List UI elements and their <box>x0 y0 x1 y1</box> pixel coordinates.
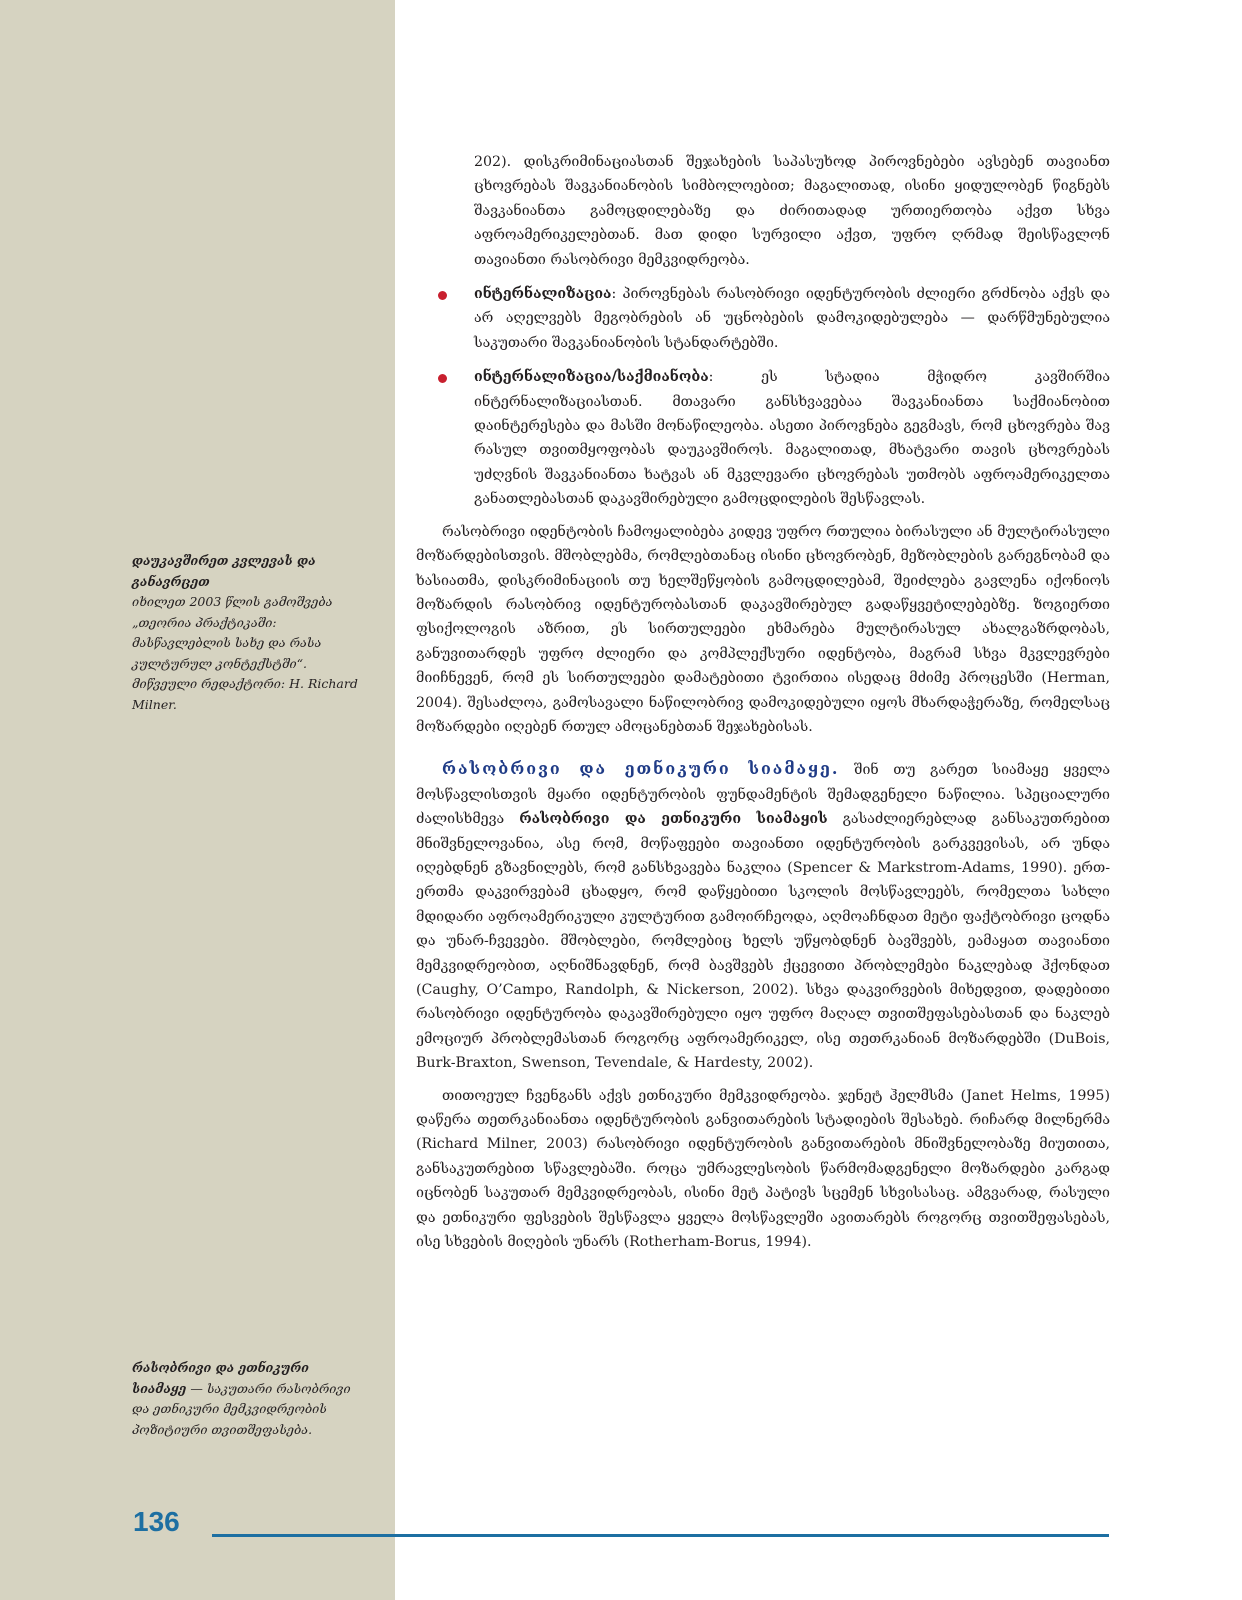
bullet-term: ინტერნალიზაცია <box>474 286 612 303</box>
intro-paragraph: 202). დისკრიმინაციასთან შეჯახების საპასუხოდ პიროვნებები ავსებენ თავიანთ ცხოვრებას შავკანიანობის სიმბოლოებით; მაგალითად, ისინი ყიდულობენ წიგნებს შავკანიანთა გამოცდილებაზე და ძირითადად ურთიერთობა აქვთ სხვა აფროამერიკელებთან. მათ დიდი სურვილი აქვთ, უფრო ღრმად შეისწავლონ თავიანთი რასობრივი მემკვიდრეობა. <box>474 154 1110 268</box>
margin-sidebar <box>0 0 395 1600</box>
bullet-icon <box>438 291 447 300</box>
section-text-rest: გასაძლიერებლად განსაკუთრებით მნიშვნელოვანია, ასე რომ, მოწაფეები თავიანთი იდენტურობის გარკვევისას, არ უნდა იღებდნენ გზავნილებს, რომ განსხვავება ნაკლია (Spencer & Markstrom-Adams, 1990). ერთ-ერთმა დაკვირვებამ ცხადყო, რომ დაწყებითი სკოლის მოსწავლეებს, რომელთა სახლი მდიდარი აფროამერიკული კულტურით გამოირჩეოდა, აღმოაჩნდათ მეტი ფაქტობრივი ცოდნა და უნარ-ჩვევები. მშობლები, რომლებიც ხელს უწყობდნენ ბავშვებს, ეამაყათ თავიანთი მემკვიდრეობით, აღნიშნავდნენ, რომ ბავშვებს ქცევითი პრობლემები ნაკლებად ჰქონდათ (Caughy, O’Campo, Randolph, & Nickerson, 2002). სხვა დაკვირვების მიხედვით, დადებითი რასობრივი იდენტურობა დაკავშირებული იყო უფრო მაღალ თვითშეფასებასთან და ნაკლებ ემოციურ პრობლემასთან როგორც აფროამერიკელ, ისე თეთრკანიან მოზარდებში (DuBois, Burk-Braxton, Swenson, Tevendale, & Hardesty, 2002). <box>416 811 1111 1072</box>
margin-note-title: დაუკავშირეთ კვლევას და განავრცეთ <box>132 553 316 589</box>
margin-note-research <box>132 551 364 715</box>
margin-note-body: იხილეთ 2003 წლის გამოშვება „თეორია პრაქტიკაში: მასწავლებლის სახე და რასა კულტურულ კონტექსტში“. მიწვეული რედაქტორი: H. Richard Milner. <box>132 594 358 712</box>
bullet-item <box>416 365 1110 511</box>
section-heading: რასობრივი და ეთნიკური სიამაყე. <box>442 759 840 779</box>
section-text-start: შინ თუ გარეთ სიამაყე ყველა მოსწავლისთვის მყარი იდენტურობის ფუნდამენტის შემადგენელი ნაწილია. სპეციალური ძალისხმევა <box>416 762 1111 828</box>
definition-body: — საკუთარი რასობრივი და ეთნიკური მემკვიდრეობის პოზიტიური თვითშეფასება. <box>132 1380 351 1437</box>
body-paragraph: რასობრივი იდენტობის ჩამოყალიბება კიდევ უფრო რთულია ბირასული ან მულტირასული მოზარდებისთვის. მშობლებმა, რომლებთანაც ისინი ცხოვრობენ, მეზობლების გარეგნობამ და ხასიათმა, დისკრიმინაციის თუ ხელშეწყობის გამოცდილებამ, შეიძლება გავლენა იქონიოს მოზარდის რასობრივ იდენტურობასთან დაკავშირებულ გადაწყვეტილებებზე. ზოგიერთი ფსიქოლოგის აზრით, ეს სირთულეები ეხმარება მულტირასულ ახალგაზრდობას, განუვითარდეს უფრო ძლიერი და კომპლექსური იდენტობა, მაგრამ სხვა მკვლევრები მიიჩნევენ, რომ ეს სირთულეები დამატებითი ტვირთია ისედაც მძიმე პროცესში (Herman, 2004). შესაძლოა, გამოსავალი ნაწილობრივ დამოკიდებული იყოს მხარდაჭერაზე, რომელსაც მოზარდები იღებენ რთულ ამოცანებთან შეჯახებისას. <box>416 523 1110 735</box>
footer-divider <box>212 1534 1109 1537</box>
page-number: 136 <box>133 1506 180 1537</box>
margin-note-definition <box>132 1358 364 1440</box>
bullet-text: : ეს სტადია მჭიდრო კავშირშია ინტერნალიზაციასთან. მთავარი განსხვავებაა შავკანიანთა საქმიანობით დაინტერესება და მასში მონაწილეობა. ასეთი პიროვნება გეგმავს, რომ ცხოვრება შავ რასულ თვითმყოფობას დაუკავშიროს. მაგალითად, მხატვარი თავის ცხოვრებას უძღვნის შავკანიანთა ხატვას ან მკვლევარი ცხოვრებას უთმობს აფროამერიკელთა განათლებასთან დაკავშირებული გამოცდილების შესწავლას. <box>474 369 1110 508</box>
section-key-term: რასობრივი და ეთნიკური სიამაყის <box>519 811 828 828</box>
definition-term: რასობრივი და ეთნიკური სიამაყე <box>132 1360 309 1396</box>
bullet-text: : პიროვნებას რასობრივი იდენტურობის ძლიერი გრძნობა აქვს და არ აღელვებს მეგობრების ან უცნობების დამოკიდებულება — დარწმუნებულია საკუთარი შავკანიანობის სტანდარტებში. <box>474 286 1110 351</box>
main-text-column <box>416 150 1110 1254</box>
body-paragraph: თითოეულ ჩვენგანს აქვს ეთნიკური მემკვიდრეობა. ჯენეტ ჰელმსმა (Janet Helms, 1995) დაწერა თეთრკანიანთა იდენტურობის განვითარების სტადიების შესახებ. რიჩარდ მილნერმა (Richard Milner, 2003) რასობრივი იდენტურობის განვითარების მნიშვნელობაზე მიუთითა, განსაკუთრებით სწავლებაში. როცა უმრავლესობის წარმომადგენელი მოზარდები კარგად იცნობენ საკუთარ მემკვიდრეობას, ისინი მეტ პატივს სცემენ სხვისასაც. ამგვარად, რასული და ეთნიკური ფესვების შესწავლა ყველა მოსწავლეში ავითარებს როგორც თვითშეფასებას, ისე სხვების მიღების უნარს (Rotherham-Borus, 1994). <box>416 1087 1110 1251</box>
bullet-icon <box>438 374 447 383</box>
bullet-term: ინტერნალიზაცია/საქმიანობა <box>474 369 709 386</box>
section-paragraph <box>416 757 1110 1075</box>
bullet-item <box>416 282 1110 355</box>
